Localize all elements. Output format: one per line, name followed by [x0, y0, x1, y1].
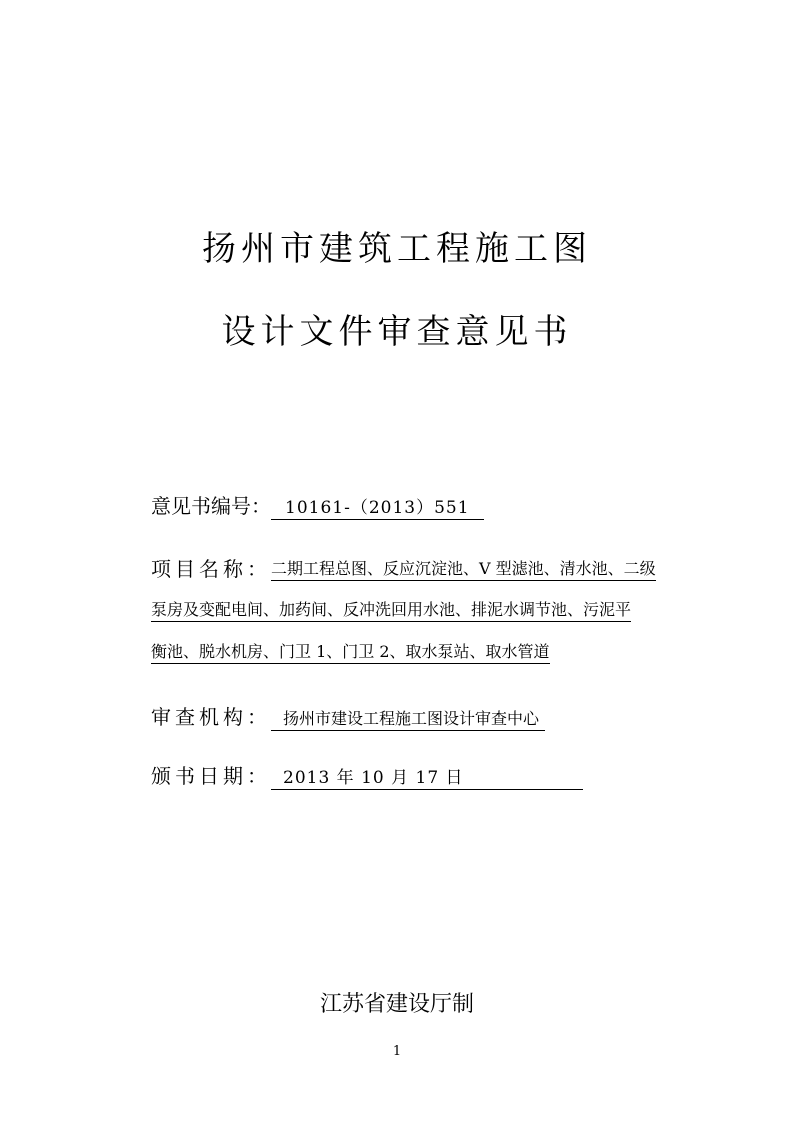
issue-date-label: 颁书日期：	[151, 764, 271, 788]
issuer-text: 江苏省建设厅制	[319, 992, 474, 1017]
document-title-line-1: 扬州市建筑工程施工图	[202, 229, 592, 269]
page-number: 1	[392, 1044, 402, 1059]
project-name-line-1: 二期工程总图、反应沉淀池、V 型滤池、清水池、二级	[271, 558, 656, 581]
issue-date-value: 2013 年 10 月 17 日	[271, 767, 583, 790]
review-organization-value: 扬州市建设工程施工图设计审查中心	[271, 708, 545, 731]
project-name-line-3: 衡池、脱水机房、门卫 1、门卫 2、取水泵站、取水管道	[151, 641, 550, 664]
opinion-number-label: 意见书编号：	[151, 494, 271, 518]
issue-date-field	[151, 764, 583, 790]
review-organization-field	[151, 705, 545, 731]
project-name-line-2: 泵房及变配电间、加药间、反冲洗回用水池、排泥水调节池、污泥平	[151, 599, 631, 622]
opinion-number-value: 10161-（2013）551	[271, 497, 484, 520]
review-organization-label: 审查机构：	[151, 705, 271, 729]
opinion-number-field	[151, 494, 484, 520]
project-name-field	[151, 557, 721, 661]
document-title-line-2: 设计文件审查意见书	[221, 312, 573, 352]
project-name-label: 项目名称：	[151, 557, 271, 581]
